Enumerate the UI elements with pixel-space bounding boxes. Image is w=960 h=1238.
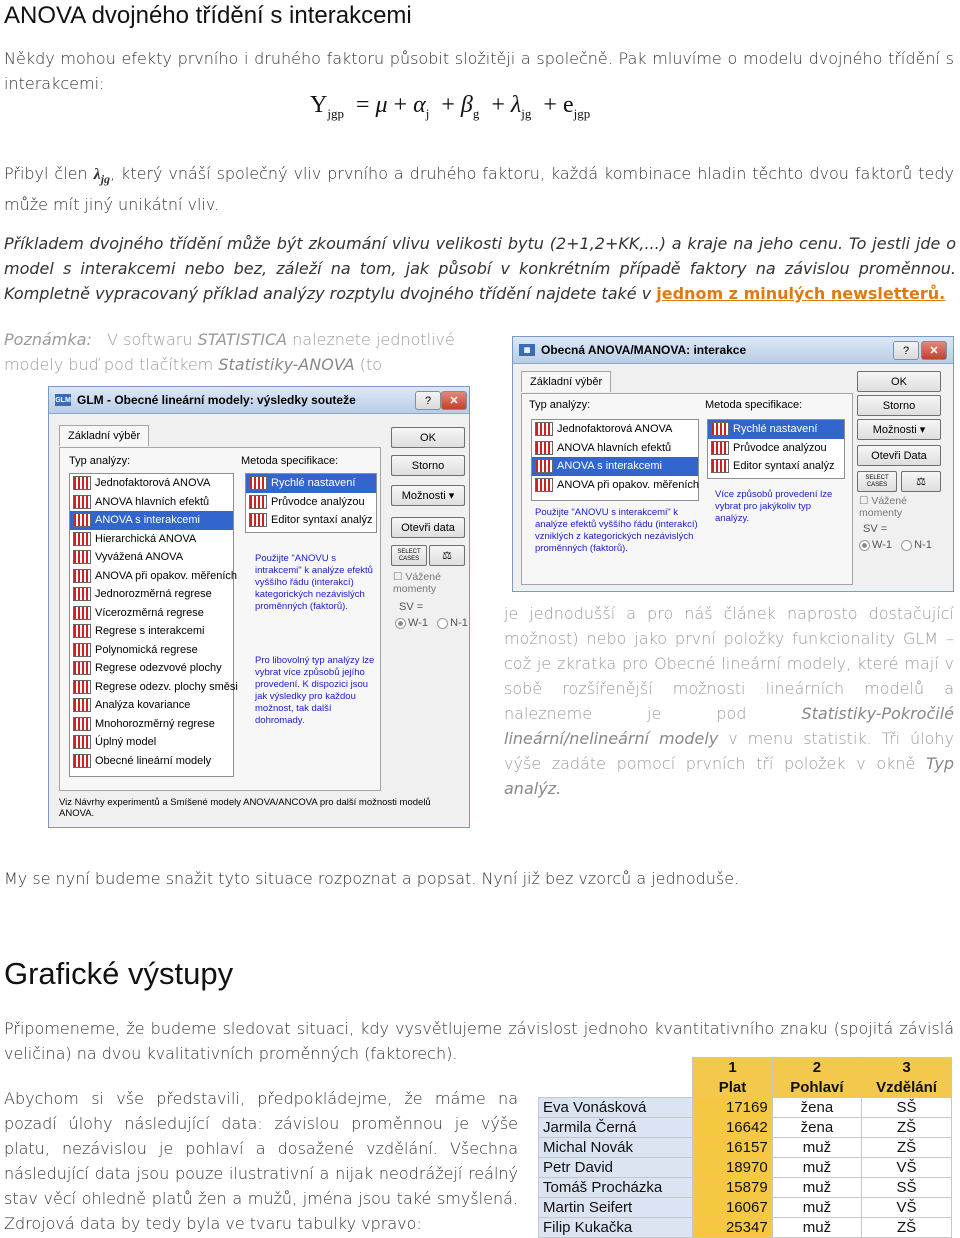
anova-options-button[interactable]: Možnosti ▾ (857, 419, 941, 440)
analysis-type-icon (73, 643, 91, 657)
list-item[interactable] (532, 476, 698, 495)
row-pohlavi-cell: muž (772, 1218, 861, 1238)
list-item[interactable] (70, 622, 233, 641)
method-list[interactable] (245, 473, 377, 533)
data-paragraph: Abychom si vše představili, předpokládejme, že máme na pozadí úlohy následující data: závislou proměnnou je výše platu, nezávislou je pohlaví a dosažené vzdělání. Všechna následující data jsou pouze ilustrativní a nijak neodrážejí reálný stav věcí ohledně platů žen a mužů, jména jsou také smyšlená. Zdrojová data by tedy byla ve tvaru tabulky vpravo: (4, 1089, 518, 1233)
list-item-label: Polynomická regrese (95, 643, 198, 656)
list-item-label: Hierarchická ANOVA (95, 532, 197, 545)
analysis-type-icon (535, 422, 553, 436)
list-item[interactable] (70, 641, 233, 660)
interaction-term-paragraph: Přibyl člen $\lambda_{jg}$, který vnáší společný vliv prvního a druhého faktoru, každá kombinace hladin těchto dvou faktorů tedy může mít jiný unikátní vliv. (4, 164, 955, 215)
anova-formula: $Y_{jgp} = \mu + \alpha_j + \beta_g + \lambda_{jg} + e_{jgp}$ (310, 92, 591, 121)
row-pohlavi-cell: muž (772, 1158, 861, 1178)
sv-radios[interactable]: W-1 N-1 (395, 617, 468, 629)
list-item[interactable] (70, 752, 233, 771)
row-plat-cell: 16642 (693, 1118, 772, 1138)
list-item-label: Editor syntaxí analýz (733, 460, 835, 473)
note-label: Poznámka: (4, 330, 92, 349)
row-plat-cell: 18970 (693, 1158, 772, 1178)
tab-basic[interactable]: Základní výběr (59, 425, 149, 446)
anova-title: Obecná ANOVA/MANOVA: interakce (541, 343, 747, 357)
list-item-label: Vyvážená ANOVA (95, 551, 184, 564)
list-item[interactable] (532, 439, 698, 458)
list-item[interactable] (532, 457, 698, 476)
list-item-label: Obecné lineární modely (95, 754, 212, 767)
anova-type-label: Typ analýzy: (529, 399, 591, 411)
row-vzdelani-cell: VŠ (862, 1158, 952, 1178)
row-pohlavi-cell: muž (772, 1138, 861, 1158)
list-item-label: Editor syntaxí analýz (271, 514, 373, 527)
row-plat-cell: 25347 (693, 1218, 772, 1238)
row-pohlavi-cell: žena (772, 1098, 861, 1118)
options-button[interactable]: Možnosti ▾ (391, 485, 465, 506)
row-vzdelani-cell: ZŠ (862, 1138, 952, 1158)
glm-dialog (48, 386, 470, 828)
table-row (539, 1138, 952, 1158)
list-item[interactable] (532, 420, 698, 439)
select-cases-button[interactable]: SELECT CASES (391, 545, 427, 566)
table-row (539, 1098, 952, 1118)
intro-paragraph: Někdy mohou efekty prvního i druhého faktoru působit složitěji a společně. Pak mluvíme o modelu dvojného třídění s interakcemi: (4, 49, 954, 93)
row-vzdelani-cell: SŠ (862, 1098, 952, 1118)
row-vzdelani-cell: VŠ (862, 1198, 952, 1218)
sv-label: SV = (399, 601, 424, 613)
analysis-type-icon (73, 717, 91, 731)
analysis-type-icon (249, 476, 267, 490)
analysis-type-icon (73, 513, 91, 527)
list-item-label: Jednofaktorová ANOVA (95, 477, 211, 490)
w1-radio[interactable] (395, 618, 406, 629)
anova-close-button[interactable]: ✕ (921, 341, 947, 360)
weight-button[interactable]: ⚖ (429, 545, 465, 566)
col-number-2: 2 (772, 1058, 861, 1078)
row-name-cell: Petr David (539, 1158, 693, 1178)
analysis-type-list[interactable] (69, 473, 238, 777)
col-header-pohlavi: Pohlaví (772, 1078, 861, 1098)
anova-ok-button[interactable]: OK (857, 371, 941, 392)
row-name-cell: Jarmila Černá (539, 1118, 693, 1138)
anova-type-list[interactable] (531, 419, 699, 501)
anova-method-label: Metoda specifikace: (705, 399, 803, 411)
list-item[interactable] (70, 715, 233, 734)
anova-titlebar (513, 337, 953, 364)
row-vzdelani-cell: ZŠ (862, 1118, 952, 1138)
section-heading: Grafické výstupy (4, 956, 234, 991)
list-item[interactable] (70, 511, 233, 530)
list-item[interactable] (246, 511, 376, 530)
list-item-label: Vícerozměrná regrese (95, 606, 204, 619)
row-plat-cell: 17169 (693, 1098, 772, 1118)
list-item-label: Jednofaktorová ANOVA (557, 423, 673, 436)
list-item[interactable] (70, 585, 233, 604)
list-item-label: Rychlé nastavení (271, 477, 356, 490)
list-item-label: Rychlé nastavení (733, 423, 818, 436)
glm-info-2: Pro libovolný typ analýzy lze vybrat více způsobů jejího provedení. K dispozici jsou jak výsledky pro každou možnost, tak další dohromady. (255, 655, 375, 726)
col-number-1: 1 (693, 1058, 772, 1078)
analysis-type-icon (249, 495, 267, 509)
analysis-type-icon (73, 680, 91, 694)
list-item[interactable] (246, 493, 376, 512)
analysis-type-icon (73, 698, 91, 712)
note-continuation: je jednodušší a pro náš článek naprosto dostačující možnost) nebo jako první položky funkcionality GLM – což je zkratka pro Obecné lineární modely, které mají v sobě rozšířenější možnosti lineárních modelů a nalezneme je pod Statistiky-Pokročilé lineární/nelineární modely v menu statistik. Tři úlohy výše zadáte pomocí prvních tří položek v okně Typ analýz. (504, 604, 955, 798)
table-row (539, 1158, 952, 1178)
analysis-type-icon (73, 532, 91, 546)
list-item[interactable] (70, 474, 233, 493)
n1-radio[interactable] (437, 618, 448, 629)
anova-open-data-button[interactable]: Otevři Data (857, 445, 941, 466)
list-item[interactable] (70, 659, 233, 678)
list-item[interactable] (708, 457, 844, 476)
list-item-label: Průvodce analýzou (733, 441, 827, 454)
table-corner (539, 1058, 693, 1098)
glm-footer: Viz Návrhy experimentů a Smíšené modely ANOVA/ANCOVA pro další možnosti modelů ANOVA. (59, 797, 431, 819)
ok-button[interactable]: OK (391, 427, 465, 448)
anova-cancel-button[interactable]: Storno (857, 395, 941, 416)
analysis-type-icon (73, 476, 91, 490)
list-item-label: ANOVA hlavních efektů (557, 441, 672, 454)
page-title: ANOVA dvojného třídění s interakcemi (4, 2, 412, 29)
list-item[interactable] (70, 696, 233, 715)
analysis-type-icon (73, 624, 91, 638)
row-pohlavi-cell: žena (772, 1118, 861, 1138)
anova-sv-label: SV = (863, 523, 888, 535)
list-item-label: Regrese odezv. plochy směsi (95, 680, 238, 693)
anova-dialog (512, 336, 954, 592)
list-item-label: ANOVA s interakcemi (95, 514, 200, 527)
list-item[interactable] (70, 530, 233, 549)
row-plat-cell: 15879 (693, 1178, 772, 1198)
list-item[interactable] (70, 567, 238, 586)
salary-table (538, 1057, 952, 1238)
list-item-label: Analýza kovariance (95, 699, 191, 712)
list-item-label: Jednorozměrná regrese (95, 588, 212, 601)
method-label: Metoda specifikace: (241, 455, 339, 467)
help-button[interactable]: ? (415, 391, 441, 410)
list-item[interactable] (708, 420, 844, 439)
note-paragraph: Poznámka: V softwaru STATISTICA naleznete jednotlivé modely buď pod tlačítkem Statistiky-ANOVA (to (4, 330, 455, 374)
glm-info-1: Použijte "ANOVU s intrakcemi" k analýze efektů vyššího řádu (interakcí) kategorických nezávislých proměnných (faktorů). (255, 553, 373, 612)
anova-help-button[interactable]: ? (893, 341, 919, 360)
row-name-cell: Tomáš Procházka (539, 1178, 693, 1198)
anova-weight-button[interactable]: ⚖ (901, 471, 941, 492)
open-data-button[interactable]: Otevři data (391, 517, 465, 538)
anova-tab-basic[interactable]: Základní výběr (521, 371, 611, 392)
list-item[interactable] (70, 493, 233, 512)
anova-info-2: Více způsobů provedení lze vybrat pro jakýkoliv typ analýzy. (715, 489, 833, 524)
table-row (539, 1178, 952, 1198)
row-name-cell: Martin Seifert (539, 1198, 693, 1218)
analysis-type-icon (73, 606, 91, 620)
graphic-paragraph: Připomeneme, že budeme sledovat situaci, kdy vysvětlujeme závislost jednoho kvantitativního znaku (spojitá závislá veličina) na dvou kvalitativních proměnných (faktorech). (4, 1019, 954, 1063)
list-item-label: Úplný model (95, 736, 157, 749)
row-name-cell: Eva Vonásková (539, 1098, 693, 1118)
row-plat-cell: 16157 (693, 1138, 772, 1158)
col-header-plat: Plat (693, 1078, 772, 1098)
anova-w1-radio[interactable] (859, 540, 870, 551)
anova-sv-radios[interactable]: W-1 N-1 (859, 539, 932, 551)
glm-app-icon: GLM (55, 394, 71, 406)
analysis-type-icon (73, 495, 91, 509)
row-pohlavi-cell: muž (772, 1198, 861, 1218)
list-item[interactable] (70, 604, 233, 623)
row-vzdelani-cell: SŠ (862, 1178, 952, 1198)
list-item-label: ANOVA při opakov. měřeních (95, 569, 238, 582)
list-item-label: ANOVA při opakov. měřeních (557, 478, 700, 491)
anova-select-cases-button[interactable]: SELECT CASES (857, 471, 897, 492)
example-paragraph: Příkladem dvojného třídění může být zkoumání vlivu velikosti bytu (2+1,2+KK,...) a kraje na jeho cenu. To jestli jde o model s interakcemi nebo bez, záleží na tom, jak působí v konkrétním případě faktory na závislou proměnnou. Kompletně vypracovaný příklad analýzy rozptylu dvojného třídění najdete také v jednom z minulých newsletterů. (4, 234, 956, 303)
row-plat-cell: 16067 (693, 1198, 772, 1218)
col-header-vzdelani: Vzdělání (862, 1078, 952, 1098)
row-vzdelani-cell: ZŠ (862, 1218, 952, 1238)
list-item[interactable] (70, 548, 233, 567)
row-name-cell: Filip Kukačka (539, 1218, 693, 1238)
weighted-moments-checkbox[interactable]: ☐ Vážené momenty (393, 571, 441, 595)
analysis-type-icon (711, 459, 729, 473)
analysis-type-icon (535, 459, 553, 473)
glm-title: GLM - Obecné lineární modely: výsledky souteže (77, 393, 356, 407)
analysis-type-icon (249, 513, 267, 527)
list-item-label: Mnohorozměrný regrese (95, 717, 215, 730)
anova-weighted-checkbox[interactable]: ☐ Vážené momenty (859, 495, 907, 519)
type-label: Typ analýzy: (69, 455, 131, 467)
analysis-type-icon (73, 587, 91, 601)
analysis-type-icon (535, 478, 553, 492)
list-item-label: ANOVA hlavních efektů (95, 495, 210, 508)
row-name-cell: Michal Novák (539, 1138, 693, 1158)
analysis-type-icon (73, 754, 91, 768)
list-item[interactable] (246, 474, 376, 493)
cancel-button[interactable]: Storno (391, 455, 465, 476)
newsletter-link[interactable]: jednom z minulých newsletterů. (656, 284, 946, 303)
list-item-label: ANOVA s interakcemi (557, 460, 662, 473)
list-item[interactable] (70, 678, 238, 697)
table-row (539, 1198, 952, 1218)
analysis-type-icon (73, 550, 91, 564)
summary-sentence: My se nyní budeme snažit tyto situace rozpoznat a popsat. Nyní již bez vzorců a jednoduše. (4, 869, 740, 888)
analysis-type-icon (535, 441, 553, 455)
row-pohlavi-cell: muž (772, 1178, 861, 1198)
anova-method-list[interactable] (707, 419, 845, 479)
list-item-label: Regrese s interakcemi (95, 625, 205, 638)
analysis-type-icon (711, 422, 729, 436)
list-item-label: Regrese odezvové plochy (95, 662, 222, 675)
list-item-label: Průvodce analýzou (271, 495, 365, 508)
list-item[interactable] (708, 439, 844, 458)
analysis-type-icon (73, 569, 91, 583)
anova-info-1: Použijte "ANOVU s interakcemi" k analýze efektů vyššího řádu (interakcí) vzniklých z kategorických nezávislých proměnných (faktorů). (535, 507, 698, 554)
list-item[interactable] (70, 733, 233, 752)
anova-n1-radio[interactable] (901, 540, 912, 551)
anova-app-icon: ▦ (519, 344, 535, 356)
table-row (539, 1118, 952, 1138)
glm-titlebar (49, 387, 469, 414)
analysis-type-icon (73, 735, 91, 749)
analysis-type-icon (73, 661, 91, 675)
analysis-type-icon (711, 441, 729, 455)
table-row (539, 1218, 952, 1238)
col-number-3: 3 (862, 1058, 952, 1078)
close-button[interactable]: ✕ (441, 391, 467, 410)
